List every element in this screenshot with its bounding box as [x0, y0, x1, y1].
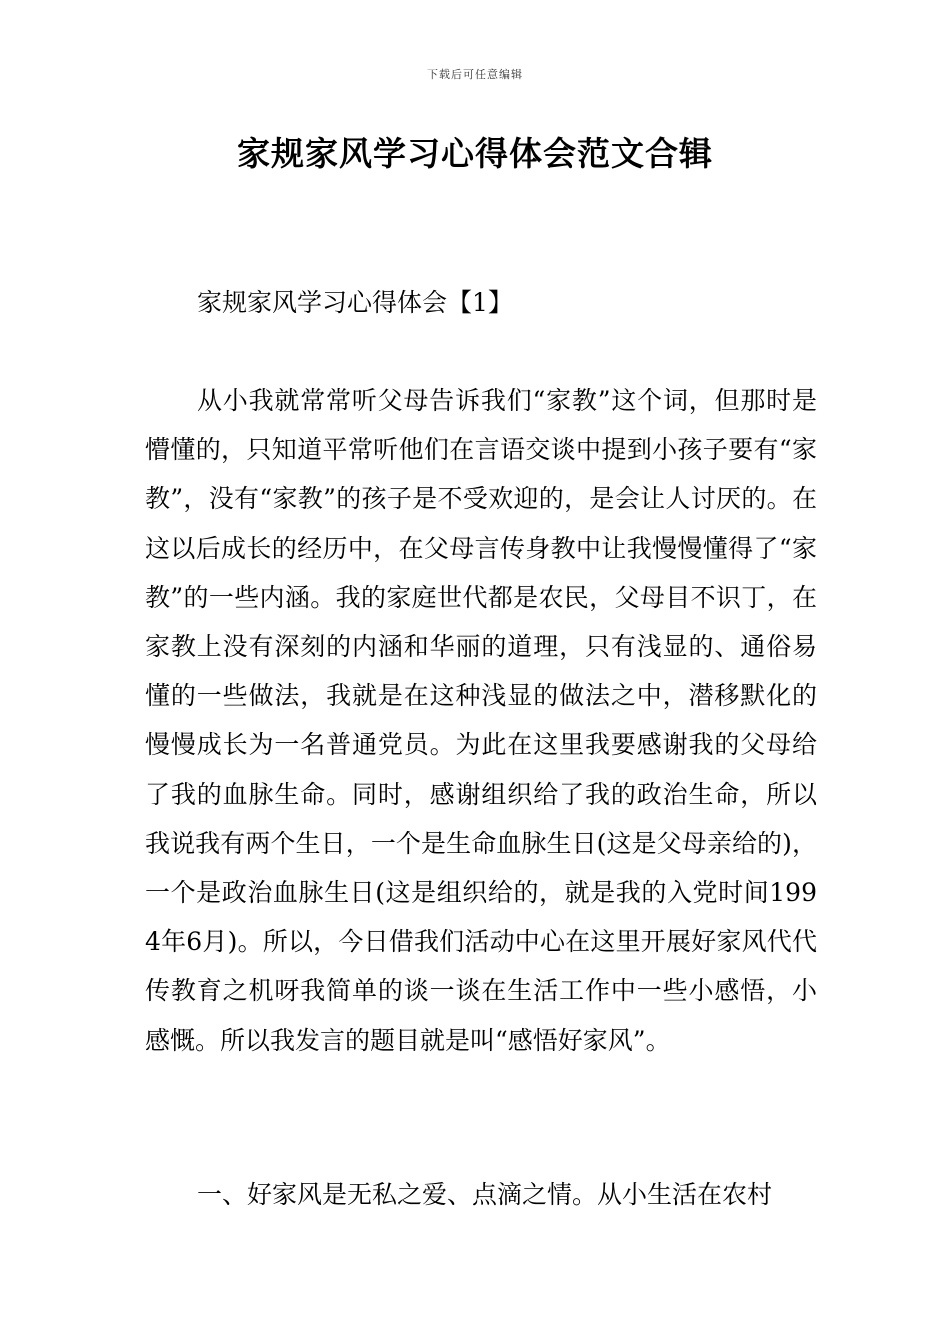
header-note: 下载后可任意编辑 — [427, 68, 523, 81]
document-title: 家规家风学习心得体会范文合辑 — [237, 134, 713, 173]
body-paragraph-1: 从小我就常常听父母告诉我们“家教”这个词，但那时是懵懂的，只知道平常听他们在言语交谈中提到小孩子要有“家教”，没有“家教”的孩子是不受欢迎的，是会让人讨厌的。在这以后成长的经历中，在父母言传身教中让我慢慢懂得了“家教”的一些内涵。我的家庭世代都是农民，父母目不识丁，在家教上没有深刻的内涵和华丽的道理，只有浅显的、通俗易懂的一些做法，我就是在这种浅显的做法之中，潜移默化的慢慢成长为一名普通党员。为此在这里我要感谢我的父母给了我的血脉生命。同时，感谢组织给了我的政治生命，所以我说我有两个生日，一个是生命血脉生日(这是父母亲给的)，一个是政治血脉生日(这是组织给的，就是我的入党时间1994年6月)。所以，今日借我们活动中心在这里开展好家风代代传教育之机呀我简单的谈一谈在生活工作中一些小感悟，小感慨。所以我发言的题目就是叫“感悟好家风”。 — [145, 386, 817, 1055]
section-heading: 家规家风学习心得体会【1】 — [197, 288, 513, 317]
body-paragraph-2: 一、好家风是无私之爱、点滴之情。从小生活在农村 — [197, 1180, 773, 1209]
